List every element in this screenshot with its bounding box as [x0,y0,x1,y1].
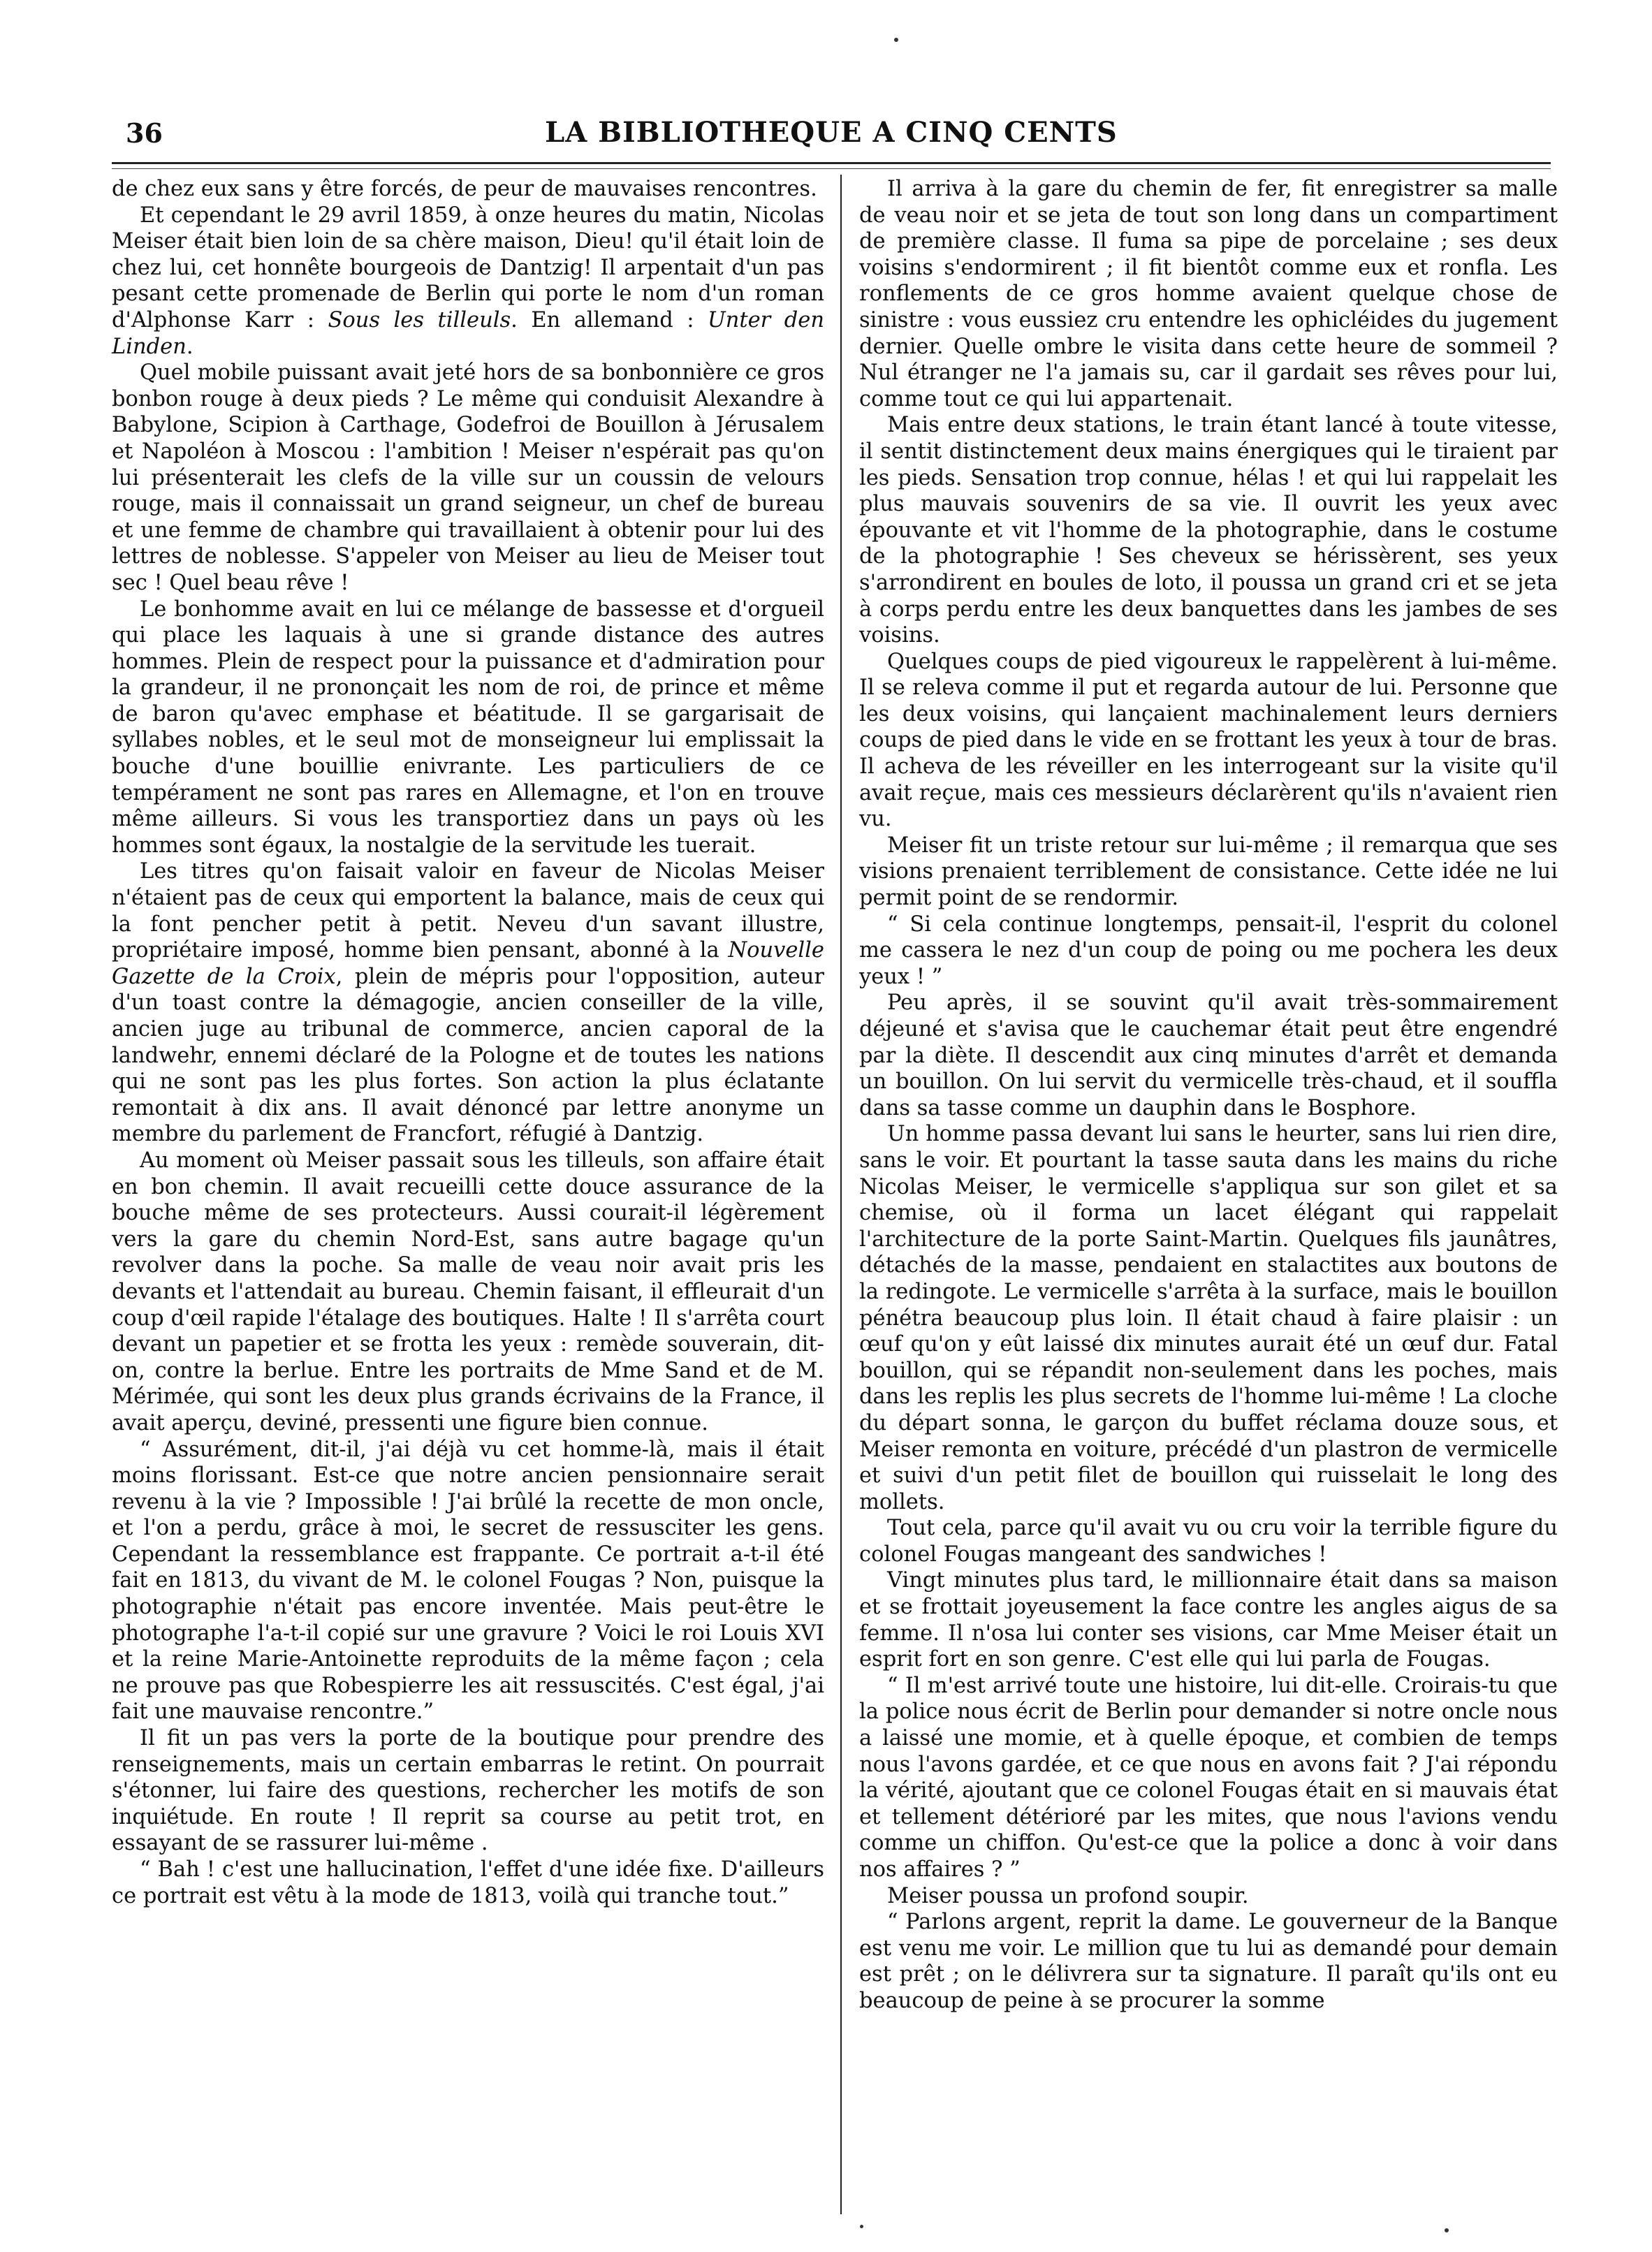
paragraph: de chez eux sans y être forcés, de peur de mauvaises rencontres. [112,177,817,201]
print-speck [860,2225,863,2228]
paragraph: Quelques coups de pied vigoureux le rappelèrent à lui-même. Il se releva comme il put et regarda autour de lui. Personne que les deux voisins, qui lançaient machinalement leurs derniers coups de pied dans le vide en se frottant les yeux à tour de bras. Il acheva de les réveiller en les interrogeant sur la visite qu'il avait reçue, mais ces messieurs déclarèrent qu'ils n'avaient rien vu. [859,649,1558,832]
paragraph: Un homme passa devant lui sans le heurter, sans lui rien dire, sans le voir. Et pourtant la tasse sauta dans les mains du riche Nicolas Meiser, le vermicelle s'appliqua sur son gilet et sa chemise, où il forma un lacet élégant qui rappelait l'architecture de la porte Saint-Martin. Quelques fils jaunâtres, détachés de la masse, pendaient en stalactites aux boutons de la redingote. Le vermicelle s'arrêta à la surface, mais le bouillon pénétra beaucoup plus loin. Il était chaud à faire plaisir : un œuf qu'on y eût laissé dix minutes aurait été un œuf dur. Fatal bouillon, qui se répandit non-seulement dans les poches, mais dans les replis les plus secrets de l'homme lui-même ! La cloche du départ sonna, le garçon du buffet réclama douze sous, et Meiser remonta en voiture, précédé d'un plastron de vermicelle et suivi d'un petit filet de bouillon qui ruisselait le long des mollets. [859,1122,1558,1514]
print-speck [1445,2228,1449,2232]
paragraph: “ Si cela continue longtemps, pensait-il, l'esprit du colonel me cassera le nez d'un coup de poing ou me pochera les deux yeux ! ” [859,912,1558,989]
paragraph: Il fit un pas vers la porte de la boutique pour prendre des renseignements, mais un certain embarras le retint. On pourrait s'étonner, lui faire des questions, rechercher les motifs de son inquiétude. En route ! Il reprit sa course au petit trot, en essayant de se rassurer lui-même . [112,1726,824,1856]
paragraph: Tout cela, parce qu'il avait vu ou cru voir la terrible figure du colonel Fougas mangeant des sandwiches ! [859,1516,1558,1567]
right-column [859,176,1558,2015]
paragraph: Et cependant le 29 avril 1859, à onze heures du matin, Nicolas Meiser était bien loin de sa chère maison, Dieu! qu'il était loin de chez lui, cet honnête bourgeois de Dantzig! Il arpentait d'un pas pesant cette promenade de Berlin qui porte le nom d'un roman d'Alphonse Karr : Sous les tilleuls. En allemand : Unter den Linden. [112,203,824,359]
paragraph: Les titres qu'on faisait valoir en faveur de Nicolas Meiser n'étaient pas de ceux qui emportent la balance, mais de ceux qui la font pencher petit à petit. Neveu d'un savant illustre, propriétaire imposé, homme bien pensant, abonné à la Nouvelle Gazette de la Croix, plein de mépris pour l'opposition, auteur d'un toast contre la démagogie, ancien conseiller de la ville, ancien juge au tribunal de commerce, ancien caporal de la landwehr, ennemi déclaré de la Pologne et de toutes les nations qui ne sont pas les plus fortes. Son action la plus éclatante remontait à dix ans. Il avait dénoncé par lettre anonyme un membre du parlement de Francfort, réfugié à Dantzig. [112,859,824,1147]
paragraph: Quel mobile puissant avait jeté hors de sa bonbonnière ce gros bonbon rouge à deux pieds ? Le même qui conduisit Alexandre à Babylone, Scipion à Carthage, Godefroi de Bouillon à Jérusalem et Napoléon à Moscou : l'ambition ! Meiser n'espérait pas qu'on lui présenterait les clefs de la ville sur un coussin de velours rouge, mais il connaissait un grand seigneur, un chef de bureau et une femme de chambre qui travaillaient à obtenir pour lui des lettres de noblesse. S'appeler von Meiser au lieu de Meiser tout sec ! Quel beau rêve ! [112,360,824,595]
paragraph: Peu après, il se souvint qu'il avait très-sommairement déjeuné et s'avisa que le cauchemar était peut être engendré par la diète. Il descendit aux cinq minutes d'arrêt et demanda un bouillon. On lui servit du vermicelle très-chaud, et il souffla dans sa tasse comme un dauphin dans le Bosphore. [859,990,1558,1120]
column-divider [840,175,842,2214]
paragraph: Mais entre deux stations, le train étant lancé à toute vitesse, il sentit distinctement deux mains énergiques qui le tiraient par les pieds. Sensation trop connue, hélas ! et qui lui rappelait les plus mauvais souvenirs de sa vie. Il ouvrit les yeux avec épouvante et vit l'homme de la photographie, dans le costume de la photographie ! Ses cheveux se hérissèrent, ses yeux s'arrondirent en boules de loto, il poussa un grand cri et se jeta à corps perdu entre les deux banquettes dans les jambes de ses voisins. [859,413,1558,648]
paragraph: Meiser poussa un profond soupir. [887,1883,1249,1908]
paragraph: Au moment où Meiser passait sous les tilleuls, son affaire était en bon chemin. Il avait recueilli cette douce assurance de la bouche même de ses protecteurs. Aussi courait-il légèrement vers la gare du chemin Nord-Est, sans autre bagage qu'un revolver dans la poche. Sa malle de veau noir avait pris les devants et l'attendait au bureau. Chemin faisant, il effleurait d'un coup d'œil rapide l'étalage des boutiques. Halte ! Il s'arrêta court devant un papetier et se frotta les yeux : remède souverain, dit-on, contre la berlue. Entre les portraits de Mme Sand et de M. Mérimée, qui sont les deux plus grands écrivains de la France, il avait aperçu, deviné, pressenti une figure bien connue. [112,1148,824,1435]
page-number: 36 [126,117,163,149]
header-rule [112,162,1551,169]
paragraph: Le bonhomme avait en lui ce mélange de bassesse et d'orgueil qui place les laquais à une si grande distance des autres hommes. Plein de respect pour la puissance et d'admiration pour la grandeur, il ne prononçait les nom de roi, de prince et même de baron qu'avec emphase et béatitude. Il se gargarisait de syllabes nobles, et le seul mot de monseigneur lui emplissait la bouche d'une bouillie enivrante. Les particuliers de ce tempérament ne sont pas rares en Allemagne, et l'on en trouve même ailleurs. Si vous les transportiez dans un pays où les hommes sont égaux, la nostalgie de la servitude les tuerait. [112,597,824,858]
paragraph: Il arriva à la gare du chemin de fer, fit enregistrer sa malle de veau noir et se jeta de tout son long dans un compartiment de première classe. Il fuma sa pipe de porcelaine ; ses deux voisins s'endormirent ; il fit bientôt comme eux et ronfla. Les ronflements de ce gros homme avaient quelque chose de sinistre : vous eussiez cru entendre les ophicléides du jugement dernier. Quelle ombre le visita dans cette heure de sommeil ? Nul étranger ne l'a jamais su, car il gardait ses rêves pour lui, comme tout ce qui lui appartenait. [859,177,1558,411]
paragraph: “ Parlons argent, reprit la dame. Le gouverneur de la Banque est venu me voir. Le million que tu lui as demandé pour demain est prêt ; on le délivrera sur ta signature. Il paraît qu'ils ont eu beaucoup de peine à se procurer la somme [859,1910,1558,2013]
left-column [112,176,824,1909]
paragraph: “ Bah ! c'est une hallucination, l'effet d'une idée fixe. D'ailleurs ce portrait est vêtu à la mode de 1813, voilà qui tranche tout.” [112,1857,824,1908]
paragraph: Vingt minutes plus tard, le millionnaire était dans sa maison et se frottait joyeusement la face contre les angles aigus de sa femme. Il n'osa lui conter ses visions, car Mme Meiser était un esprit fort en son genre. C'est elle qui lui parla de Fougas. [859,1568,1558,1672]
running-title: LA BIBLIOTHEQUE A CINQ CENTS [545,116,1118,149]
page-header [112,112,1551,161]
paragraph: “ Assurément, dit-il, j'ai déjà vu cet homme-là, mais il était moins florissant. Est-ce que notre ancien pensionnaire serait revenu à la vie ? Impossible ! J'ai brûlé la recette de mon oncle, et l'on a perdu, grâce à moi, le secret de ressusciter les gens. Cependant la ressemblance est frappante. Ce portrait a-t-il été fait en 1813, du vivant de M. le colonel Fougas ? Non, puisque la photographie n'était pas encore inventée. Mais peut-être le photographe l'a-t-il copié sur une gravure ? Voici le roi Louis XVI et la reine Marie-Antoinette reproduits de la même façon ; cela ne prouve pas que Robespierre les ait ressuscités. C'est égal, j'ai fait une mauvaise rencontre.” [112,1437,824,1725]
paragraph: Meiser fit un triste retour sur lui-même ; il remarqua que ses visions prenaient terriblement de consistance. Cette idée ne lui permit point de se rendormir. [859,833,1558,911]
paragraph: “ Il m'est arrivé toute une histoire, lui dit-elle. Croirais-tu que la police nous écrit de Berlin pour demander si notre oncle nous a laissé une momie, et à quelle époque, et combien de temps nous l'avons gardée, et ce que nous en avons fait ? J'ai répondu la vérité, ajoutant que ce colonel Fougas était en si mauvais état et tellement détérioré par les mites, que nous l'avions vendu comme un chiffon. Qu'est-ce que la police a donc à voir dans nos affaires ? ” [859,1673,1558,1882]
print-speck [894,38,898,42]
